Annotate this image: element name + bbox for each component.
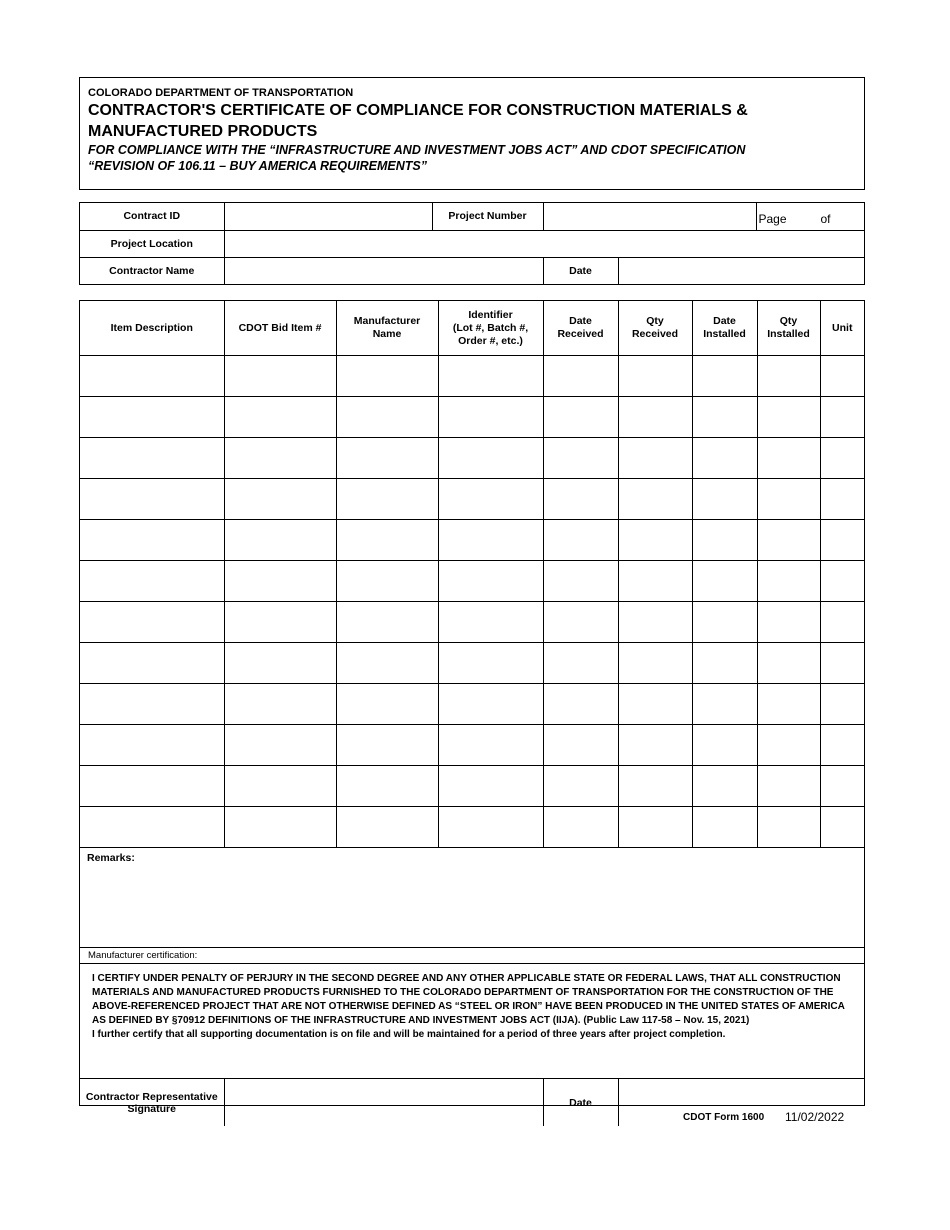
qty-installed-cell[interactable] xyxy=(757,807,820,848)
col-identifier-line1: Identifier xyxy=(468,308,513,321)
form-revision-date: 11/02/2022 xyxy=(785,1110,845,1124)
project-location-label: Project Location xyxy=(80,230,224,257)
unit-cell[interactable] xyxy=(820,438,864,479)
cdot-bid-item-cell[interactable] xyxy=(224,684,336,725)
unit-cell[interactable] xyxy=(820,561,864,602)
date-received-cell[interactable] xyxy=(543,397,618,438)
date-received-cell[interactable] xyxy=(543,438,618,479)
qty-received-cell[interactable] xyxy=(618,643,692,684)
item-rows xyxy=(80,356,864,848)
manufacturer-name-cell[interactable] xyxy=(336,356,438,397)
department-name: COLORADO DEPARTMENT OF TRANSPORTATION xyxy=(88,87,354,99)
col-qty-received xyxy=(618,301,692,356)
form-title-line1: CONTRACTOR'S CERTIFICATE OF COMPLIANCE FOR CONSTRUCTION MATERIALS & xyxy=(88,102,748,119)
qty-received-cell[interactable] xyxy=(618,438,692,479)
col-manufacturer-name-line2: Name xyxy=(372,328,402,340)
date-installed-cell[interactable] xyxy=(692,643,757,684)
table-row xyxy=(80,725,864,766)
identifier-cell[interactable] xyxy=(438,602,543,643)
cdot-bid-item-cell[interactable] xyxy=(224,561,336,602)
qty-installed-cell[interactable] xyxy=(757,643,820,684)
item-description-cell[interactable] xyxy=(80,561,224,602)
item-description-cell[interactable] xyxy=(80,766,224,807)
col-unit: Unit xyxy=(820,301,864,356)
qty-installed-cell[interactable] xyxy=(757,766,820,807)
date-received-cell[interactable] xyxy=(543,561,618,602)
identifier-cell[interactable] xyxy=(438,561,543,602)
page-count-field[interactable] xyxy=(756,203,869,231)
qty-received-cell[interactable] xyxy=(618,479,692,520)
table-row xyxy=(80,766,864,807)
table-row xyxy=(80,561,864,602)
date-received-cell[interactable] xyxy=(543,520,618,561)
cdot-bid-item-cell[interactable] xyxy=(224,479,336,520)
date-installed-cell[interactable] xyxy=(692,438,757,479)
date-installed-cell[interactable] xyxy=(692,356,757,397)
date-installed-cell[interactable] xyxy=(692,807,757,848)
item-description-cell[interactable] xyxy=(80,602,224,643)
col-manufacturer-name-line1: Manufacturer xyxy=(353,315,421,327)
certification-statement xyxy=(80,964,864,1079)
col-identifier xyxy=(438,301,543,356)
col-date-received-line1: Date xyxy=(569,315,592,327)
qty-received-cell[interactable] xyxy=(618,561,692,602)
cdot-bid-item-cell[interactable] xyxy=(224,356,336,397)
col-identifier-line3: Order #, etc.) xyxy=(458,334,523,347)
qty-received-cell[interactable] xyxy=(618,520,692,561)
identifier-cell[interactable] xyxy=(438,438,543,479)
qty-installed-cell[interactable] xyxy=(757,684,820,725)
project-location-field[interactable] xyxy=(224,230,864,257)
unit-cell[interactable] xyxy=(820,602,864,643)
unit-cell[interactable] xyxy=(820,807,864,848)
unit-cell[interactable] xyxy=(820,643,864,684)
date-installed-cell[interactable] xyxy=(692,520,757,561)
cdot-bid-item-cell[interactable] xyxy=(224,602,336,643)
project-number-field[interactable] xyxy=(543,203,864,230)
unit-cell[interactable] xyxy=(820,397,864,438)
cdot-bid-item-cell[interactable] xyxy=(224,438,336,479)
date-installed-cell[interactable] xyxy=(692,602,757,643)
item-description-cell[interactable] xyxy=(80,479,224,520)
col-date-received-line2: Received xyxy=(557,328,604,340)
manufacturer-name-cell[interactable] xyxy=(336,561,438,602)
table-row xyxy=(80,520,864,561)
date-installed-cell[interactable] xyxy=(692,479,757,520)
contract-id-label: Contract ID xyxy=(80,203,224,230)
identifier-cell[interactable] xyxy=(438,479,543,520)
date-received-cell[interactable] xyxy=(543,643,618,684)
unit-cell[interactable] xyxy=(820,479,864,520)
cdot-bid-item-cell[interactable] xyxy=(224,397,336,438)
manufacturer-name-cell[interactable] xyxy=(336,643,438,684)
item-description-cell[interactable] xyxy=(80,725,224,766)
identifier-cell[interactable] xyxy=(438,356,543,397)
cdot-bid-item-cell[interactable] xyxy=(224,807,336,848)
contractor-name-label: Contractor Name xyxy=(80,257,224,284)
table-row xyxy=(80,602,864,643)
qty-received-cell[interactable] xyxy=(618,602,692,643)
date-field[interactable] xyxy=(618,257,864,284)
contract-id-field[interactable] xyxy=(224,203,432,230)
identifier-cell[interactable] xyxy=(438,725,543,766)
col-qty-installed-line2: Installed xyxy=(767,328,810,340)
item-description-cell[interactable] xyxy=(80,643,224,684)
manufacturer-name-cell[interactable] xyxy=(336,397,438,438)
unit-cell[interactable] xyxy=(820,684,864,725)
date-received-cell[interactable] xyxy=(543,766,618,807)
col-qty-received-line1: Qty xyxy=(646,315,664,327)
signature-label xyxy=(80,1079,224,1127)
item-description-cell[interactable] xyxy=(80,397,224,438)
manufacturer-name-cell[interactable] xyxy=(336,725,438,766)
contractor-name-field[interactable] xyxy=(224,257,543,284)
unit-cell[interactable] xyxy=(820,356,864,397)
qty-received-cell[interactable] xyxy=(618,725,692,766)
table-row xyxy=(80,438,864,479)
signature-label-line1: Contractor Representative xyxy=(85,1090,218,1103)
qty-installed-cell[interactable] xyxy=(757,725,820,766)
qty-installed-cell[interactable] xyxy=(757,520,820,561)
qty-received-cell[interactable] xyxy=(618,807,692,848)
cdot-bid-item-cell[interactable] xyxy=(224,766,336,807)
date-received-cell[interactable] xyxy=(543,356,618,397)
cdot-bid-item-cell[interactable] xyxy=(224,725,336,766)
cdot-bid-item-cell[interactable] xyxy=(224,520,336,561)
identifier-cell[interactable] xyxy=(438,766,543,807)
qty-installed-cell[interactable] xyxy=(757,356,820,397)
col-identifier-line2: (Lot #, Batch #, xyxy=(452,321,529,334)
date-installed-cell[interactable] xyxy=(692,397,757,438)
col-qty-received-line2: Received xyxy=(631,328,679,340)
certification-text-2: I further certify that all supporting documentation is on file and will be maintained for a period of three years after project completion. xyxy=(92,1029,726,1040)
manufacturer-name-cell[interactable] xyxy=(336,520,438,561)
manufacturer-name-cell[interactable] xyxy=(336,438,438,479)
qty-installed-cell[interactable] xyxy=(757,438,820,479)
page-label: Page xyxy=(758,212,787,226)
manufacturer-name-cell[interactable] xyxy=(336,807,438,848)
identifier-cell[interactable] xyxy=(438,643,543,684)
col-date-installed-line2: Installed xyxy=(703,328,746,340)
date-label: Date xyxy=(543,257,618,284)
date-received-cell[interactable] xyxy=(543,479,618,520)
form-subtitle-line1: FOR COMPLIANCE WITH THE “INFRASTRUCTURE AND INVESTMENT JOBS ACT” AND CDOT SPECIFICATION xyxy=(88,143,746,157)
qty-installed-cell[interactable] xyxy=(757,479,820,520)
identifier-cell[interactable] xyxy=(438,520,543,561)
col-manufacturer-name xyxy=(336,301,438,356)
manufacturer-name-cell[interactable] xyxy=(336,766,438,807)
date-installed-cell[interactable] xyxy=(692,684,757,725)
remarks-label: Remarks: xyxy=(87,852,135,864)
col-qty-installed-line1: Qty xyxy=(779,315,798,327)
form-subtitle-line2: “REVISION OF 106.11 – BUY AMERICA REQUIREMENTS” xyxy=(88,159,427,173)
date-installed-cell[interactable] xyxy=(692,766,757,807)
manufacturer-name-cell[interactable] xyxy=(336,602,438,643)
item-description-cell[interactable] xyxy=(80,438,224,479)
col-date-installed-line1: Date xyxy=(713,315,736,327)
form-header xyxy=(79,77,865,190)
date-installed-cell[interactable] xyxy=(692,561,757,602)
manufacturer-certification-label: Manufacturer certification: xyxy=(80,948,864,964)
unit-cell[interactable] xyxy=(820,725,864,766)
materials-section xyxy=(79,300,865,1115)
manufacturer-name-cell[interactable] xyxy=(336,684,438,725)
signature-date-label: Date xyxy=(543,1079,618,1127)
unit-cell[interactable] xyxy=(820,766,864,807)
date-received-cell[interactable] xyxy=(543,684,618,725)
item-description-cell[interactable] xyxy=(80,520,224,561)
table-row xyxy=(80,356,864,397)
form-number: CDOT Form 1600 xyxy=(683,1112,765,1123)
item-description-cell[interactable] xyxy=(80,356,224,397)
col-cdot-bid-item: CDOT Bid Item # xyxy=(224,301,336,356)
identifier-cell[interactable] xyxy=(438,397,543,438)
of-label: of xyxy=(820,212,831,226)
qty-received-cell[interactable] xyxy=(618,356,692,397)
qty-received-cell[interactable] xyxy=(618,684,692,725)
project-number-label: Project Number xyxy=(432,203,543,230)
qty-received-cell[interactable] xyxy=(618,397,692,438)
form-title-line2: MANUFACTURED PRODUCTS xyxy=(88,123,318,140)
qty-installed-cell[interactable] xyxy=(757,397,820,438)
date-received-cell[interactable] xyxy=(543,807,618,848)
table-row xyxy=(80,397,864,438)
unit-cell[interactable] xyxy=(820,520,864,561)
identifier-cell[interactable] xyxy=(438,684,543,725)
item-description-cell[interactable] xyxy=(80,684,224,725)
qty-received-cell[interactable] xyxy=(618,766,692,807)
date-installed-cell[interactable] xyxy=(692,725,757,766)
signature-field[interactable] xyxy=(224,1079,543,1127)
col-date-installed xyxy=(692,301,757,356)
table-row xyxy=(80,684,864,725)
remarks-field[interactable] xyxy=(80,848,864,948)
item-description-cell[interactable] xyxy=(80,807,224,848)
signature-label-line2: Signature xyxy=(127,1102,176,1115)
qty-installed-cell[interactable] xyxy=(757,602,820,643)
table-row xyxy=(80,479,864,520)
date-received-cell[interactable] xyxy=(543,602,618,643)
identifier-cell[interactable] xyxy=(438,807,543,848)
table-row xyxy=(80,643,864,684)
qty-installed-cell[interactable] xyxy=(757,561,820,602)
col-qty-installed xyxy=(757,301,820,356)
manufacturer-name-cell[interactable] xyxy=(336,479,438,520)
certification-text: I CERTIFY UNDER PENALTY OF PERJURY IN THE SECOND DEGREE AND ANY OTHER APPLICABLE STATE OR FEDERAL LAWS, THAT ALL CONSTRUCTION MATERIALS AND MANUFACTURED PRODUCTS FURNISHED TO THE COLORADO DEPARTMENT OF TRANSPORTATION FOR THE CONSTRUCTION OF THE ABOVE-REFERENCED PROJECT THAT ARE NOT OTHERWISE DEFINED AS “STEEL OR IRON” HAVE BEEN PRODUCED IN THE UNITED STATES OF AMERICA AS DEFINED BY §70912 DEFINITIONS OF THE INFRASTRUCTURE AND INVESTMENT JOBS ACT (IIJA). (Public Law 117-58 – Nov. 15, 2021) xyxy=(92,973,845,1026)
table-row xyxy=(80,807,864,848)
col-date-received xyxy=(543,301,618,356)
cdot-bid-item-cell[interactable] xyxy=(224,643,336,684)
project-info-section xyxy=(79,202,865,285)
col-item-description: Item Description xyxy=(80,301,224,356)
date-received-cell[interactable] xyxy=(543,725,618,766)
